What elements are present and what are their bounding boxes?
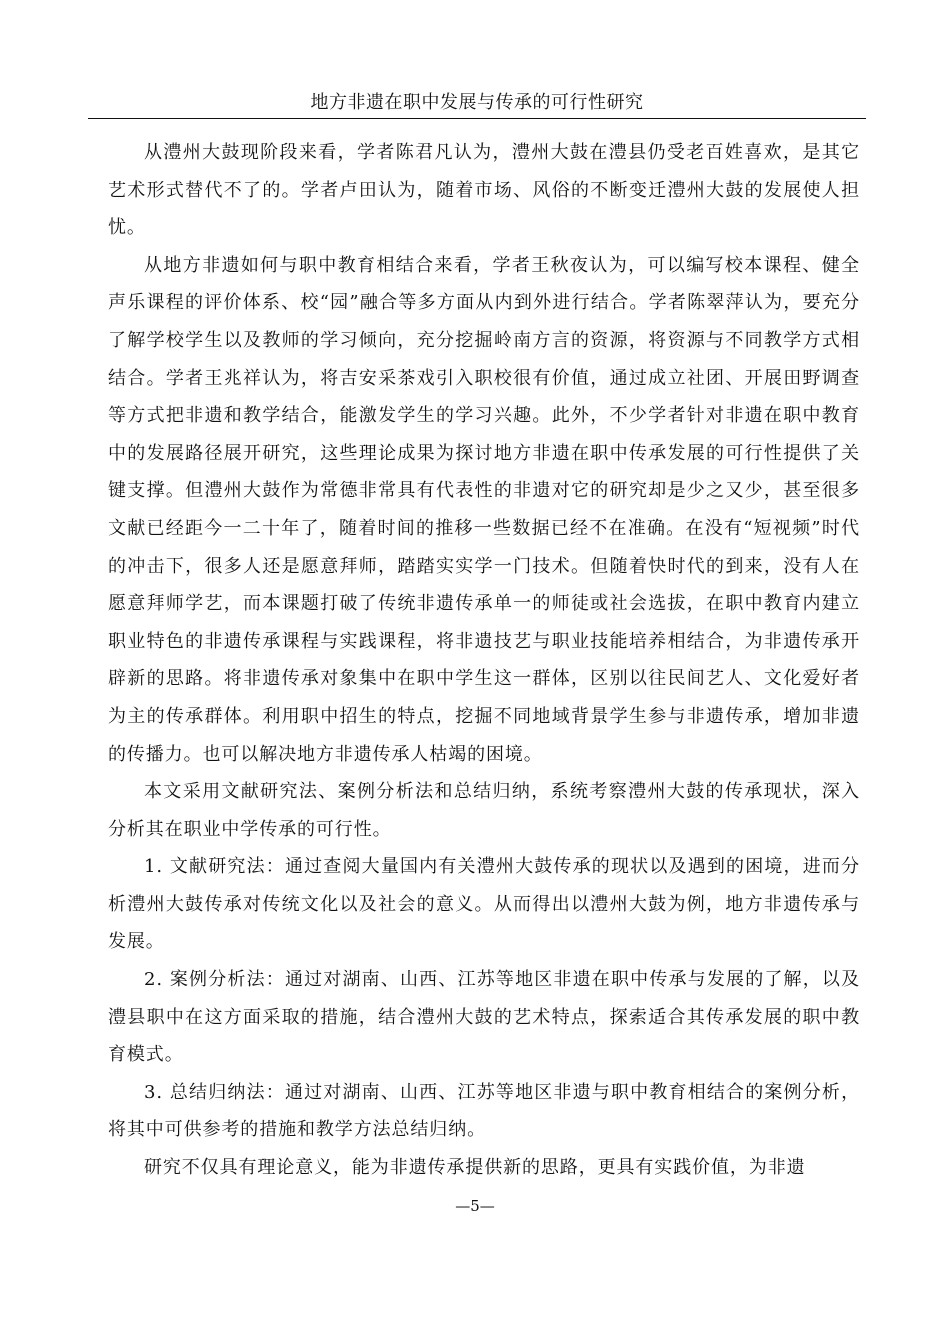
running-header-title: 地方非遗在职中发展与传承的可行性研究	[310, 92, 644, 113]
paragraph-methods-intro: 本文采用文献研究法、案例分析法和总结归纳，系统考察澧州大鼓的传承现状，深入分析其在职业中学传承的可行性。	[108, 781, 860, 840]
body-text	[108, 134, 860, 1187]
paragraph-current-status: 从澧州大鼓现阶段来看，学者陈君凡认为，澧州大鼓在澧县仍受老百姓喜欢，是其它艺术形式替代不了的。学者卢田认为，随着市场、风俗的不断变迁澧州大鼓的发展使人担忧。	[108, 142, 860, 239]
paragraph-method-case-study: 2. 案例分析法：通过对湖南、山西、江苏等地区非遗在职中传承与发展的了解，以及澧县职中在这方面采取的措施，结合澧州大鼓的艺术特点，探索适合其传承发展的职中教育模式。	[108, 969, 860, 1066]
page-number: —5—	[455, 1197, 495, 1215]
paragraph-literature-review: 从地方非遗如何与职中教育相结合来看，学者王秋夜认为，可以编写校本课程、健全声乐课程的评价体系、校“园”融合等多方面从内到外进行结合。学者陈翠萍认为，要充分了解学校学生以及教师的学习倾向，充分挖掘岭南方言的资源，将资源与不同教学方式相结合。学者王兆祥认为，将吉安采茶戏引入职校很有价值，通过成立社团、开展田野调查等方式把非遗和教学结合，能激发学生的学习兴趣。此外，不少学者针对非遗在职中教育中的发展路径展开研究，这些理论成果为探讨地方非遗在职中传承发展的可行性提供了关键支撑。但澧州大鼓作为常德非常具有代表性的非遗对它的研究却是少之又少，甚至很多文献已经距今一二十年了，随着时间的推移一些数据已经不在准确。在没有“短视频”时代的冲击下，很多人还是愿意拜师，踏踏实实学一门技术。但随着快时代的到来，没有人在愿意拜师学艺，而本课题打破了传统非遗传承单一的师徒或社会选拔，在职中教育内建立职业特色的非遗传承课程与实践课程，将非遗技艺与职业技能培养相结合，为非遗传承开辟新的思路。将非遗传承对象集中在职中学生这一群体，区别以往民间艺人、文化爱好者为主的传承群体。利用职中招生的特点，挖掘不同地域背景学生参与非遗传承，增加非遗的传播力。也可以解决地方非遗传承人枯竭的困境。	[108, 254, 860, 765]
paragraph-method-literature: 1. 文献研究法：通过查阅大量国内有关澧州大鼓传承的现状以及遇到的困境，进而分析澧州大鼓传承对传统文化以及社会的意义。从而得出以澧州大鼓为例，地方非遗传承与发展。	[108, 856, 860, 953]
paragraph-significance: 研究不仅具有理论意义，能为非遗传承提供新的思路，更具有实践价值，为非遗	[144, 1157, 806, 1179]
header-divider	[88, 118, 866, 119]
paragraph-method-summary: 3. 总结归纳法：通过对湖南、山西、江苏等地区非遗与职中教育相结合的案例分析，将其中可供参考的措施和教学方法总结归纳。	[108, 1081, 860, 1141]
